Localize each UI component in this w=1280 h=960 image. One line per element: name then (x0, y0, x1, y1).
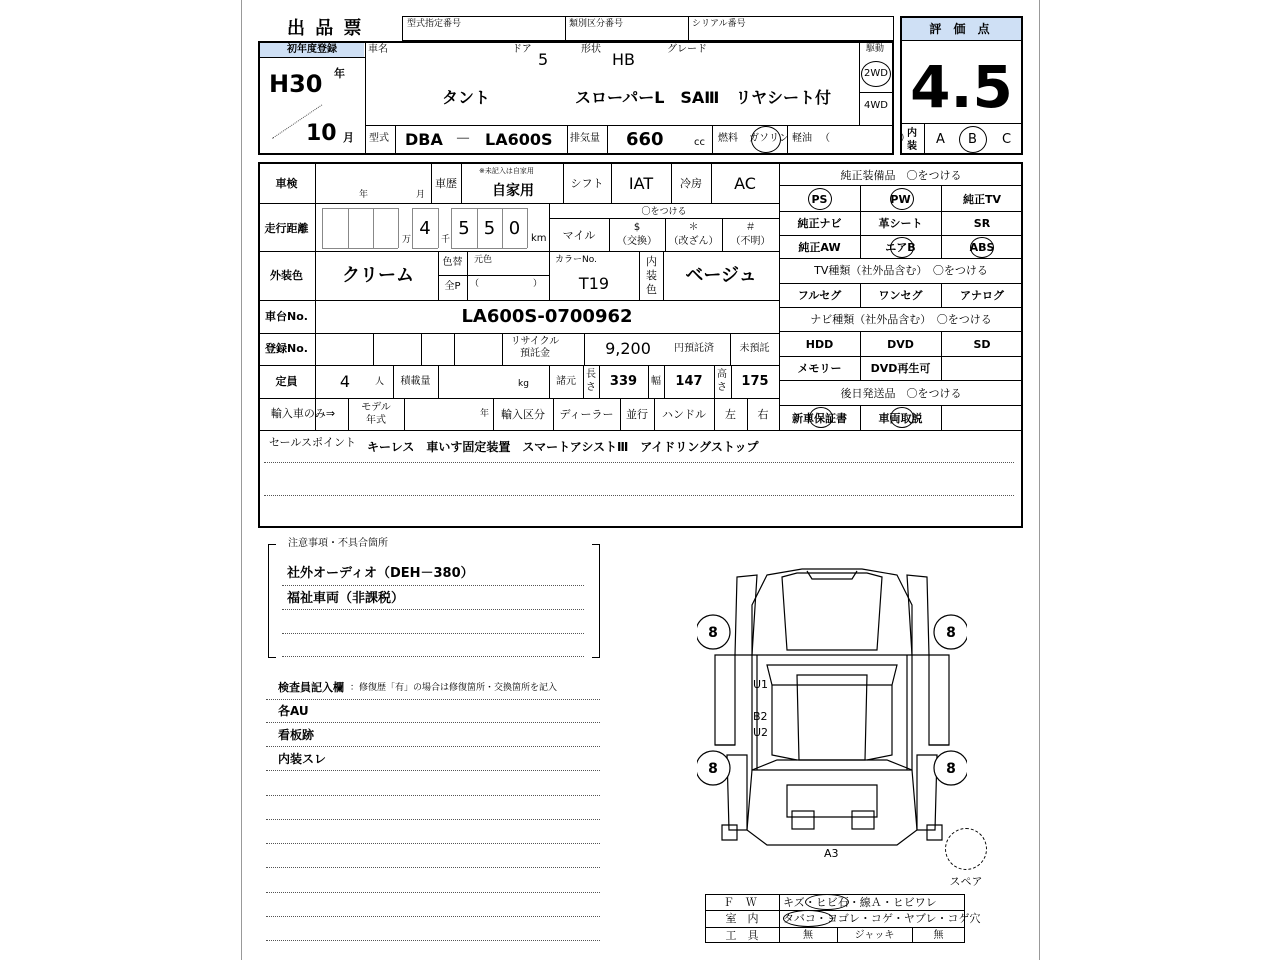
fw-value-b: ヒビ石 (815, 896, 849, 909)
fw-value-a: キズ・ (783, 896, 816, 909)
tire-fl: 8 (708, 625, 718, 641)
width-label: 幅 (651, 376, 661, 387)
car-damage-diagram (697, 555, 967, 875)
reg-no-label: 登録No. (265, 342, 308, 355)
history-note: ※未記入は自家用 (479, 167, 534, 175)
tire-rl: 8 (708, 761, 718, 777)
drive-label: 駆動 (866, 44, 885, 54)
navi-title: ナビ種類（社外品含む） 〇をつける (810, 313, 992, 326)
mileage-man-digit: 4 (419, 218, 431, 239)
recycle-value: 9,200 (605, 339, 651, 358)
cc-unit: cc (694, 137, 705, 148)
tools-3: 無 (933, 930, 944, 941)
fuel-circle (751, 126, 781, 153)
mileage-digit-3: 0 (508, 218, 521, 239)
inspector-line-2: 看板跡 (278, 728, 315, 742)
notes-line-2: 福祉車両（非課税） (287, 591, 405, 606)
sales-points: キーレス 車いす固定装置 スマートアシストⅢ アイドリングストップ (367, 440, 759, 454)
interior-value-b: ヨゴレ (826, 912, 860, 925)
interior-grade-circle (959, 126, 987, 153)
interior-grade-b: B (968, 132, 977, 147)
interior-value-c: ・コゲ・ヤブレ・コゲ穴 (859, 912, 981, 925)
displacement-value: 660 (626, 129, 664, 150)
score-value: 4.5 (910, 53, 1013, 121)
equip-aw: 純正AW (798, 241, 841, 254)
spare-label: スペア (949, 875, 983, 888)
ac-value: AC (734, 174, 756, 193)
model-designation-label: 型式指定番号 (407, 19, 462, 29)
door-label: ドア (512, 44, 532, 55)
mark-star-label: （改ざん） (668, 236, 719, 247)
mileage-man-unit: 万 (402, 235, 412, 245)
score-label: 評 価 点 (929, 22, 994, 36)
later-title: 後日発送品 〇をつける (840, 387, 962, 400)
equip-ps-circle (808, 188, 832, 210)
repaint-label: 色替 (442, 257, 463, 268)
interior-grade-label: 内装 (907, 128, 917, 152)
later-warranty-circle (809, 407, 833, 428)
fuel-gasoline: ガソリン (749, 133, 789, 144)
later-manual: 車両取説 (878, 412, 923, 425)
registration-month-unit: 月 (343, 131, 354, 144)
tire-rr: 8 (946, 761, 956, 777)
mark-b2: B2 (753, 710, 768, 723)
color-no-label: カラーNo. (555, 255, 597, 265)
notes-title: 注意事項・不具合箇所 (288, 538, 388, 549)
spare-tire-circle (945, 828, 987, 870)
fw-circle (805, 894, 849, 910)
tire-fr: 8 (946, 625, 956, 641)
recycle-paid: 円預託済 (674, 343, 714, 354)
auction-sheet (241, 0, 1040, 960)
history-value: 自家用 (492, 183, 534, 199)
shift-value: IAT (628, 174, 654, 193)
handle-right: 右 (757, 408, 769, 421)
equip-airbag: エアB (885, 241, 916, 254)
vehicle-name: タント (442, 88, 491, 107)
type-prefix: DBA (405, 130, 443, 149)
inspector-line-3: 内装スレ (278, 752, 327, 766)
mark-s: $ (633, 222, 641, 233)
navi-hdd: HDD (805, 338, 834, 351)
dims-label: 諸元 (556, 376, 576, 387)
handle-left: 左 (725, 408, 736, 421)
drive-4wd: 4WD (864, 100, 888, 111)
equip-leather: 革シート (878, 217, 923, 230)
full-paint-label: 全P (444, 281, 461, 292)
color-no-value: T19 (578, 274, 610, 293)
equip-tv: 純正TV (962, 193, 1002, 206)
width-value: 147 (675, 374, 703, 389)
length-label: 長さ (586, 369, 596, 393)
mark-star: ＊ (688, 222, 699, 233)
equip-pw-circle (890, 188, 914, 210)
capacity-label: 定員 (275, 375, 298, 388)
shape-value: HB (612, 50, 636, 69)
history-label: 車歴 (435, 177, 457, 190)
mark-hash: ＃ (745, 222, 756, 233)
type-code: LA600S (485, 130, 553, 149)
model-year-unit: 年 (480, 409, 490, 419)
mileage-digit-2: 5 (483, 218, 496, 239)
navi-sd: SD (973, 338, 991, 351)
inspection-year-unit: 年 (359, 190, 369, 200)
fuel-label: 燃料 (718, 133, 738, 144)
navi-dvd: DVD (887, 338, 914, 351)
original-color-label: 元色 (474, 255, 493, 265)
import-dealer: ディーラー (559, 408, 614, 421)
model-year-label: モデル 年式 (361, 402, 391, 426)
inspection-month-unit: 月 (416, 190, 426, 200)
mileage-digit-1: 5 (458, 218, 470, 239)
mileage-label: 走行距離 (264, 222, 309, 235)
type-dash: － (455, 129, 472, 148)
mark-a3: A3 (824, 847, 839, 860)
vehicle-name-label: 車名 (368, 44, 388, 55)
type-label: 型式 (369, 133, 389, 144)
recycle-label: リサイクル 預託金 (510, 336, 560, 359)
mark-hash-label: （不明） (730, 236, 771, 247)
sheet-title: 出 品 票 (287, 18, 364, 39)
sales-label: セールスポイント (269, 436, 357, 449)
fuel-other-paren: （ ） (820, 133, 910, 144)
interior-cond-label: 室 内 (725, 912, 759, 925)
ac-label: 冷房 (680, 177, 702, 190)
equip-abs: ABS (969, 241, 995, 254)
later-manual-circle (890, 407, 914, 428)
interior-grade-a: A (936, 132, 945, 147)
registration-month: 10 (306, 121, 337, 146)
interior-color-label: 内装色 (646, 255, 657, 296)
mile-label: マイル (562, 229, 596, 242)
grade-label: グレード (667, 44, 707, 55)
chassis-value: LA600S-0700962 (461, 306, 633, 327)
fw-label: Ｆ Ｗ (723, 896, 761, 909)
load-unit: kg (518, 379, 529, 389)
tools-1: 無 (803, 930, 813, 941)
tools-jack: ジャッキ (854, 930, 895, 941)
import-parallel: 並行 (626, 408, 648, 421)
load-label: 積載量 (400, 376, 431, 387)
navi-dvd-play: DVD再生可 (870, 362, 931, 375)
height-value: 175 (741, 374, 769, 389)
import-label: 輸入車のみ⇒ (270, 407, 336, 420)
equip-pw: PW (890, 193, 911, 206)
capacity-unit: 人 (375, 377, 385, 387)
interior-value-a: タバコ・ (783, 912, 827, 925)
exterior-label: 外装色 (270, 269, 303, 282)
height-label: 高さ (717, 369, 727, 393)
drive-2wd: 2WD (864, 68, 888, 79)
shift-label: シフト (570, 177, 604, 190)
displacement-label: 排気量 (570, 133, 600, 144)
interior-grade-c: C (1002, 132, 1012, 147)
equip-airbag-circle (890, 237, 914, 258)
registration-year-unit: 年 (334, 67, 345, 80)
tv-fullseg: フルセグ (797, 289, 842, 302)
capacity-value: 4 (339, 372, 351, 391)
import-class-label: 輸入区分 (501, 408, 545, 421)
equip-navi: 純正ナビ (797, 217, 842, 230)
chassis-label: 車台No. (265, 310, 308, 323)
inspector-subtitle: ：修復歴「有」の場合は修復箇所・交換箇所を記入 (350, 683, 558, 693)
tv-analog: アナログ (960, 289, 1004, 302)
mark-u1: U1 (753, 678, 769, 691)
tv-oneseg: ワンセグ (878, 289, 923, 302)
mileage-sen-unit: 千 (441, 235, 451, 245)
tools-label: 工 具 (725, 929, 759, 942)
tv-title: TV種類（社外品含む） 〇をつける (814, 264, 988, 277)
exterior-value: クリーム (342, 265, 414, 286)
original-color-paren: （ ） (470, 279, 543, 289)
equipment-title: 純正装備品 〇をつける (840, 169, 962, 182)
km-unit: km (531, 233, 547, 244)
interior-color-value: ベージュ (685, 265, 757, 286)
fuel-diesel: 軽油 (792, 133, 812, 144)
mark-note: 〇をつける (641, 207, 687, 217)
equip-sr: SR (973, 217, 991, 230)
recycle-unpaid: 未預託 (739, 343, 770, 354)
fw-value-c: ・線Ａ・ヒビワレ (848, 896, 937, 909)
mark-s-label: （交換） (617, 236, 657, 247)
mark-u2: U2 (753, 726, 769, 739)
inspector-title: 検査員記入欄 (278, 681, 344, 694)
inspection-label: 車検 (275, 177, 298, 190)
notes-line-1: 社外オーディオ（DEH－380） (287, 566, 474, 581)
grade-value: スローパーL SAⅢ リヤシート付 (575, 88, 831, 107)
registration-year: H30 (269, 70, 323, 98)
door-count: 5 (538, 50, 549, 69)
equip-ps: PS (811, 193, 828, 206)
category-label: 類別区分番号 (569, 19, 624, 29)
interior-cond-circle (783, 910, 833, 927)
header-id-box (402, 16, 894, 41)
inspector-line-1: 各AU (278, 704, 309, 718)
serial-label: シリアル番号 (692, 19, 746, 29)
navi-memory: メモリー (797, 362, 842, 375)
handle-label: ハンドル (662, 408, 706, 421)
later-warranty: 新車保証書 (792, 412, 847, 425)
length-value: 339 (609, 374, 638, 389)
registration-label: 初年度登録 (287, 44, 337, 55)
shape-label: 形状 (581, 44, 601, 55)
equip-abs-circle (970, 237, 994, 258)
